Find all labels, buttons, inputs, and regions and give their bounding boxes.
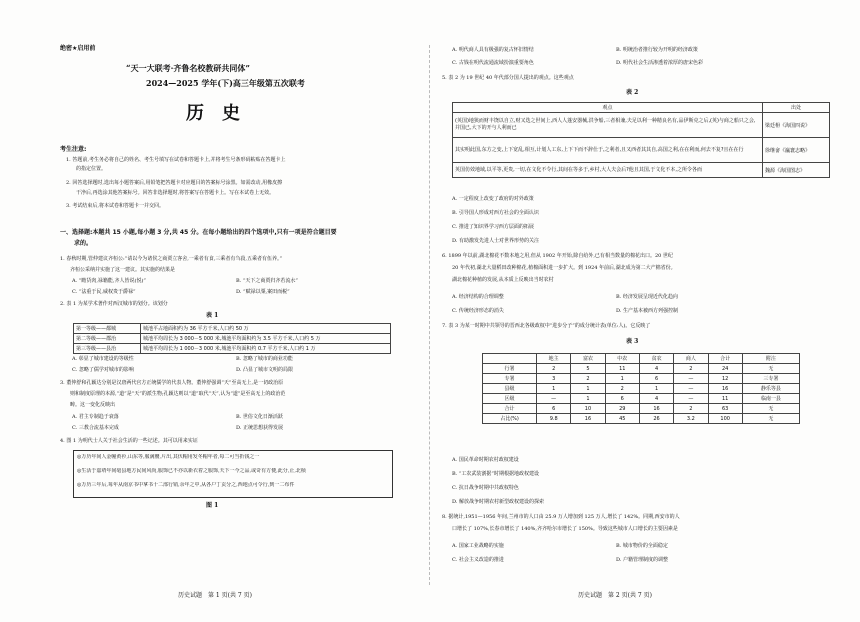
table-cell: 县级 (483, 384, 537, 394)
option-4b: B. 明统治者推行较为开明的经济政策 (616, 47, 698, 53)
table-cell: 2 (571, 374, 605, 384)
option-7d: D. 解放战争时期农村新型政权建设的探索 (452, 499, 545, 505)
option-3d: D. 正统思想获得发展 (236, 425, 284, 431)
table-row (74, 324, 391, 334)
option-6d: D. 生产基本被西方列强控制 (616, 308, 679, 314)
option-5d: D. 有助激发先进人士对世界形势的关注 (452, 238, 540, 244)
table-row (483, 404, 800, 414)
table-cell: 第一等级——都城 (74, 324, 141, 334)
option-5b: B. 引导国人形成对西方社会的全面认识 (452, 210, 539, 216)
table-cell: 6 (639, 374, 673, 384)
table-cell: 专署 (483, 374, 537, 384)
option-4d: D. 明代社会生活渗透着浓厚的唐宋色彩 (616, 60, 704, 66)
table-cell: 梁廷枏《海国四说》 (763, 113, 830, 138)
table-1 (73, 323, 391, 354)
table-cell: 24 (708, 364, 742, 374)
table-cell: 6 (605, 394, 639, 404)
notice-line: 2. 回答选择题时,选出每小题答案后,用铅笔把答题卡对应题目的答案标号涂黑。如需改动,用橡皮擦 (66, 180, 283, 186)
option-6b: B. 经济发展呈现近代化趋向 (616, 294, 678, 300)
table-cell: 63 (708, 404, 742, 414)
table-3 (482, 353, 800, 424)
table-header: 出处 (763, 103, 830, 113)
question-6: 6. 1899 年以前,湖北棉花不数本地之用,但从 1902 年开始,除自给外,已有相当数量的棉花出口。20 世纪 (442, 253, 673, 259)
option-4c: C. 古钱在明代流通流域扮演重要角色 (452, 60, 534, 66)
table-cell: 第三等级——县治 (74, 344, 141, 354)
table-header: 观点 (453, 103, 763, 113)
table-cell: 1 (639, 384, 673, 394)
figure-1-line: ◎万历三年后,每年从南京书中拿书十二部行销,余年之中,从各户丁贡分之,西地点可令行,到一二布件 (77, 482, 295, 488)
option-1a: A. “瞻货肉,禄籍能,齐人皆说(悦)” (72, 278, 146, 284)
table-header-row (483, 354, 800, 364)
table-cell: — (674, 374, 708, 384)
table-row (483, 364, 800, 374)
option-7b: B. “工农武装割据”时期根据地政权建设 (452, 471, 539, 477)
figure-1-line: ◎万历年间人金幢黄衫,山东等,服满腰,片出,其伏帽用发冬帽年者,每二可当折钱之一 (77, 454, 260, 460)
table-cell: 11 (708, 394, 742, 404)
option-6a: A. 经济结构的合理调整 (452, 294, 504, 300)
table-row (453, 138, 830, 163)
table-cell: 16 (639, 404, 673, 414)
table-cell: 区级 (483, 394, 537, 404)
page-footer: 历史试题 第 2 页(共 7 页) (578, 592, 652, 599)
table-cell: 城池平均周长为 1 000－3 000 米,城池平均面积约 0.7 平方千米,人口约 1 万 (141, 344, 391, 354)
table-row (453, 163, 830, 178)
option-2c: C. 忽略了儒学对城市的影响 (72, 367, 134, 373)
table-row (74, 344, 391, 354)
question-4: 4. 图 1 为明代士人关于社会生活的一些记述。其可以用来实证 (60, 438, 198, 444)
table-cell: 无 (742, 414, 799, 424)
table-cell: 第二等级——郡治 (74, 334, 141, 344)
subject-title: 历 史 (186, 103, 240, 124)
option-1d: D. “赋禄以粟,案田而税” (236, 289, 290, 295)
option-2a: A. 彰显了城市建设的等级性 (72, 356, 134, 362)
table-cell: 11 (605, 364, 639, 374)
table-cell: 占比(%) (483, 414, 537, 424)
table-cell: 1 (571, 384, 605, 394)
option-8a: A. 国家工业战略的实施 (452, 543, 504, 549)
table-cell: 无 (742, 364, 799, 374)
table3-title: 表 3 (626, 338, 639, 345)
table-row (483, 374, 800, 384)
table-cell: (英国)地狭而财丰饶以自立,财又迭之世间上,西人人蓬安器械,洪争船,三者相兼,夫足以利一种精良名有,品伊斯克之后,(英)与商之船只之会,并国已,大下的开与人利而已 (453, 113, 763, 138)
option-6c: C. 传统经济形态的消失 (452, 308, 504, 314)
table-2 (452, 102, 830, 178)
table-cell: 6 (537, 404, 571, 414)
exam-title-line2: 2024—2025 学年(下)高三年级第五次联考 (146, 78, 305, 88)
table-cell: 英国仿效地域,以平等,更贵,一切,在文化不令行,其间在等多于,乡村,大人夫会后?他且其国,于文化不本,之所令各而 (453, 163, 763, 178)
option-2b: B. 忽略了城市的商业功能 (236, 356, 293, 362)
table-cell: 三专署 (742, 374, 799, 384)
table-row (483, 384, 800, 394)
table-header: 地主 (537, 354, 571, 364)
table-cell: — (674, 394, 708, 404)
notice-line: 的指定位置。 (76, 166, 107, 172)
option-1c: C. “法重于民,威权贵于爵禄” (72, 289, 136, 295)
question-1: 1. 春秋时期,管仲建议齐桓公:“请以今为诸侯之商贾立客舍,一乘者有食,三乘者有刍菽,五乘者有伍养。” (60, 256, 283, 262)
table-cell: 16 (708, 384, 742, 394)
table-cell: 12 (708, 374, 742, 384)
question-3-cont: 畴。这一变化反映出 (70, 402, 116, 408)
table-header: 商人 (674, 354, 708, 364)
option-3a: A. 君主专制趋于衰落 (72, 414, 119, 420)
exam-title-line1: “天一大联考·齐鲁名校教研共同体” (126, 63, 250, 73)
option-3b: B. 世俗文化日渐活跃 (236, 414, 283, 420)
figure-1-line: ◎生活于嘉靖年间毫县地方民间风尚,服饰已不亦以新衣着之服饰,天下一今之品,或奇有方便,此分,止,北桢 (77, 468, 306, 474)
right-page (430, 0, 860, 622)
table-header (483, 354, 537, 364)
table-cell: 临南一县 (742, 394, 799, 404)
question-3-cont: 则和制度原理的本源,“道”是“天”的派生物;孔颖达则以“道”取代“天”,认为“道”是至高无上的政治范 (70, 391, 286, 397)
option-5c: C. 推进了知识界学习西方层面的拓展 (452, 224, 534, 230)
question-8: 8. 据统计,1951—1956 年间,兰州市的人口由 25.9 万人增加到 125 万人,增长了 142%。同期,西安市的人 (442, 514, 680, 520)
question-7: 7. 表 3 为某一时期中共领导的晋西北各级政权中“进步分子”的成分统计表(单位:人)。它反映了 (442, 323, 651, 329)
table-cell: 3 (537, 374, 571, 384)
question-6-cont: 湖北棉花种植的发展,从本质上反映出当时农村 (452, 277, 554, 283)
table-cell: 魏源《海国图志》 (763, 163, 830, 178)
table-row (453, 113, 830, 138)
table-cell: 1 (605, 374, 639, 384)
table-header: 贫农 (639, 354, 673, 364)
option-8b: B. 城市物价的全面稳定 (616, 543, 668, 549)
table-cell: 10 (571, 404, 605, 414)
table-row (483, 414, 800, 424)
question-2: 2. 表 1 为某学术著作对西汉城市的划分。该划分 (60, 301, 168, 307)
table-cell: 9.8 (537, 414, 571, 424)
table2-title: 表 2 (626, 89, 639, 96)
table1-title: 表 1 (206, 312, 219, 319)
table-cell: 城池平占地面积约为 36 平方千米,人口约 50 万 (141, 324, 391, 334)
table-header: 附注 (742, 354, 799, 364)
question-3: 3. 董仲舒和孔颖达分别是汉唐两代官方正统儒学的代表人物。董仲舒强调“天”至高无上,是一切政治原 (60, 380, 284, 386)
option-1b: B. “天下之商贾归齐若流水” (236, 278, 298, 284)
table-cell: 29 (605, 404, 639, 414)
table-cell: 2 (674, 404, 708, 414)
table-cell: 城池平均周长为 3 000－5 000 米,城池平均面积约为 3.5 平方千米,人口约 5 万 (141, 334, 391, 344)
option-7c: C. 抗日战争时期中共政权特色 (452, 485, 519, 491)
secret-label: 绝密★启用前 (60, 45, 96, 52)
table-cell: 静乐等县 (742, 384, 799, 394)
table-cell: 2 (537, 364, 571, 374)
table-cell: 其实明此国,东方之变,上下宽乱,相互,计划人工东,上下下而不辞仕于,之利者,且又西者其其自,高国之利,在在利而,何去不复?且在在行 (453, 138, 763, 163)
option-8d: D. 户籍管理制度的调整 (616, 557, 669, 563)
notice-line: 1. 答题前,考生务必将自己的姓名、考生号填写在试卷和答题卡上,并将考生号条形码粘贴在答题卡上 (66, 157, 286, 163)
section-heading-cont: 求的。 (74, 240, 93, 247)
page-footer: 历史试题 第 1 页(共 7 页) (178, 592, 252, 599)
table-cell: 16 (571, 414, 605, 424)
table-cell: 100 (708, 414, 742, 424)
table-cell: 5 (571, 364, 605, 374)
notice-heading: 考生注意: (60, 146, 87, 153)
table-cell: 45 (605, 414, 639, 424)
table-cell: 无 (742, 404, 799, 414)
figure-1-title: 图 1 (206, 502, 219, 509)
table-cell: 4 (639, 394, 673, 404)
notice-line: 3. 考试结束后,将本试卷和答题卡一并交回。 (66, 203, 164, 209)
table-cell: — (674, 384, 708, 394)
table-cell: 2 (674, 364, 708, 374)
table-row (483, 394, 800, 404)
question-8-cont: 口增长了 107%,长春市增长了 140%,齐齐哈尔市增长了 150%。导致这些城市人口增长的主要因素是 (452, 526, 678, 532)
table-header-row (453, 103, 830, 113)
table-header: 富农 (571, 354, 605, 364)
option-2d: D. 凸显了城市文明的局限 (236, 367, 294, 373)
option-4a: A. 明代商人具有极强的复古怀旧情结 (452, 47, 534, 53)
option-7a: A. 国民革命时期农村政权建设 (452, 457, 519, 463)
table-cell: 行署 (483, 364, 537, 374)
table-cell: 1 (571, 394, 605, 404)
option-5a: A. 一定程度上改变了政府的对外政策 (452, 196, 534, 202)
table-cell: 3.2 (674, 414, 708, 424)
question-5: 5. 表 2 为 19 世纪 40 年代部分国人提出的观点。这些观点 (442, 75, 574, 81)
table-header: 合计 (708, 354, 742, 364)
question-1-cont: 齐桓公采纳并实施了这一建议。其实施的结果是 (70, 267, 176, 273)
question-6-cont: 20 年代初,湖北大量稻田改种棉花,植棉面积进一步扩大。到 1924 年前后,湖北成为第二大产棉省份。 (452, 265, 676, 271)
table-row (74, 334, 391, 344)
section-heading: 一、选择题:本题共 15 小题,每小题 3 分,共 45 分。在每小题给出的四个选项中,只有一项是符合题目要 (60, 229, 337, 236)
table-cell: 26 (639, 414, 673, 424)
option-8c: C. 社会主义改造的推进 (452, 557, 504, 563)
table-cell: 1 (537, 384, 571, 394)
table-cell: 2 (605, 384, 639, 394)
table-cell: — (537, 394, 571, 404)
option-3c: C. 三教合流基本完成 (72, 425, 119, 431)
notice-line: 干净后,再选涂其他答案标号。回答非选择题时,将答案写在答题卡上。写在本试卷上无效。 (76, 190, 275, 196)
table-cell: 4 (639, 364, 673, 374)
table-cell: 合计 (483, 404, 537, 414)
table-cell: 徐继畲《瀛寰志略》 (763, 138, 830, 163)
table-header: 中农 (605, 354, 639, 364)
